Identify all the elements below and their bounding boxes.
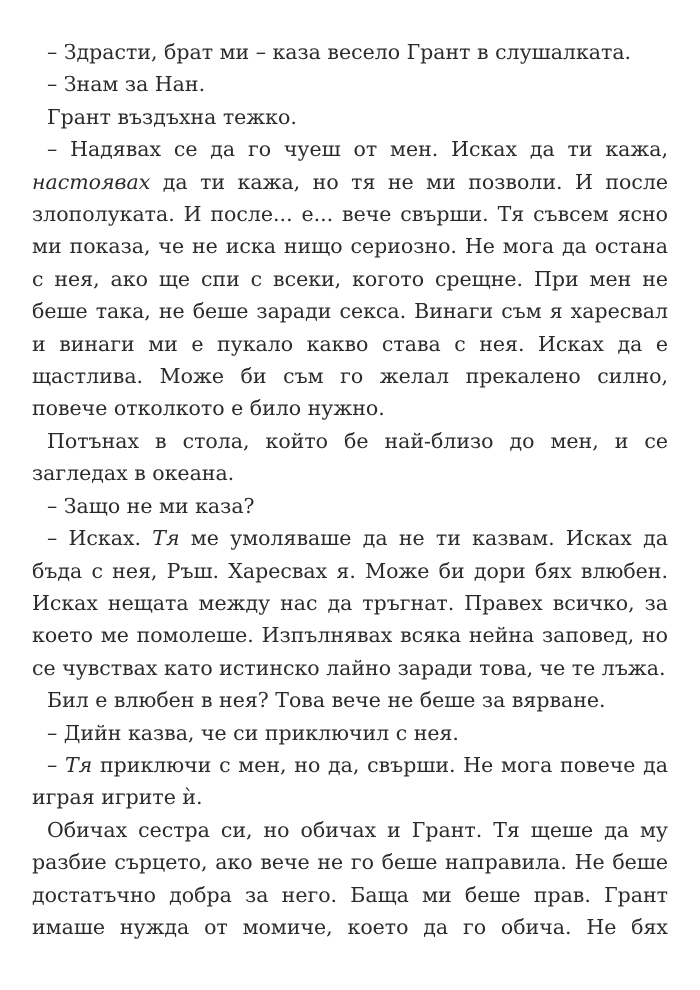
- paragraph: [32, 36, 668, 68]
- book-page: [32, 36, 668, 943]
- text-run: Потънах в стола, който бе най-близо до мен, и се загледах в океана.: [32, 428, 668, 486]
- text-run: – Защо не ми каза?: [47, 493, 255, 518]
- text-run: ме умоляваше да не ти казвам. Исках да бъда с нея, Ръш. Харесвах я. Може би дори бях влюбен. Исках нещата между нас да тръгнат. Правех всичко, за което ме помолеше. Изпълнявах всяка нейна заповед, но се чувствах като истинско лайно заради това, че те лъжа.: [32, 526, 668, 680]
- paragraph: [32, 814, 668, 944]
- text-run: да ти кажа, но тя не ми позволи. И после злополуката. И после... е... вече свърши. Тя съвсем ясно ми показа, че не иска нищо сериозно. Не мога да остана с нея, ако ще спи с всеки, когото срещне. При мен не беше така, не беше заради секса. Винаги съм я харесвал и винаги ми е пукало какво става с нея. Исках да е щастлива. Може би съм го желал прекалено силно, повече отколкото е било нужно.: [32, 169, 668, 421]
- text-run: – Здрасти, брат ми – каза весело Грант в слушалката.: [47, 40, 632, 64]
- paragraph: [32, 490, 668, 522]
- paragraph: [32, 133, 668, 425]
- emphasized-text: Тя: [152, 526, 180, 551]
- paragraph: [32, 749, 668, 814]
- paragraph: [32, 101, 668, 133]
- text-run: –: [47, 752, 65, 777]
- text-run: Обичах сестра си, но обичах и Грант. Тя щеше да му разбие сърцето, ако вече не го беше направила. Не беше достатъчно добра за него. Баща ми беше прав. Грант имаше нужда от момиче, което да го обича. Не бях: [32, 817, 668, 939]
- text-run: – Надявах се да го чуеш от мен. Исках да ти кажа,: [47, 137, 668, 162]
- text-run: – Знам за Нан.: [47, 72, 206, 97]
- emphasized-text: настоявах: [32, 169, 151, 194]
- text-run: – Исках.: [47, 526, 153, 551]
- text-run: Бил е влюбен в нея? Това вече не беше за вярване.: [47, 688, 606, 713]
- paragraph: [32, 717, 668, 749]
- text-run: – Дийн казва, че си приключил с нея.: [47, 720, 459, 745]
- text-run: приключи с мен, но да, свърши. Не мога повече да играя игрите ѝ.: [32, 752, 668, 810]
- text-run: Грант въздъхна тежко.: [47, 104, 297, 129]
- emphasized-text: Тя: [65, 752, 93, 777]
- paragraph: [32, 522, 668, 684]
- paragraph: [32, 425, 668, 490]
- paragraph: [32, 684, 668, 716]
- paragraph: [32, 68, 668, 100]
